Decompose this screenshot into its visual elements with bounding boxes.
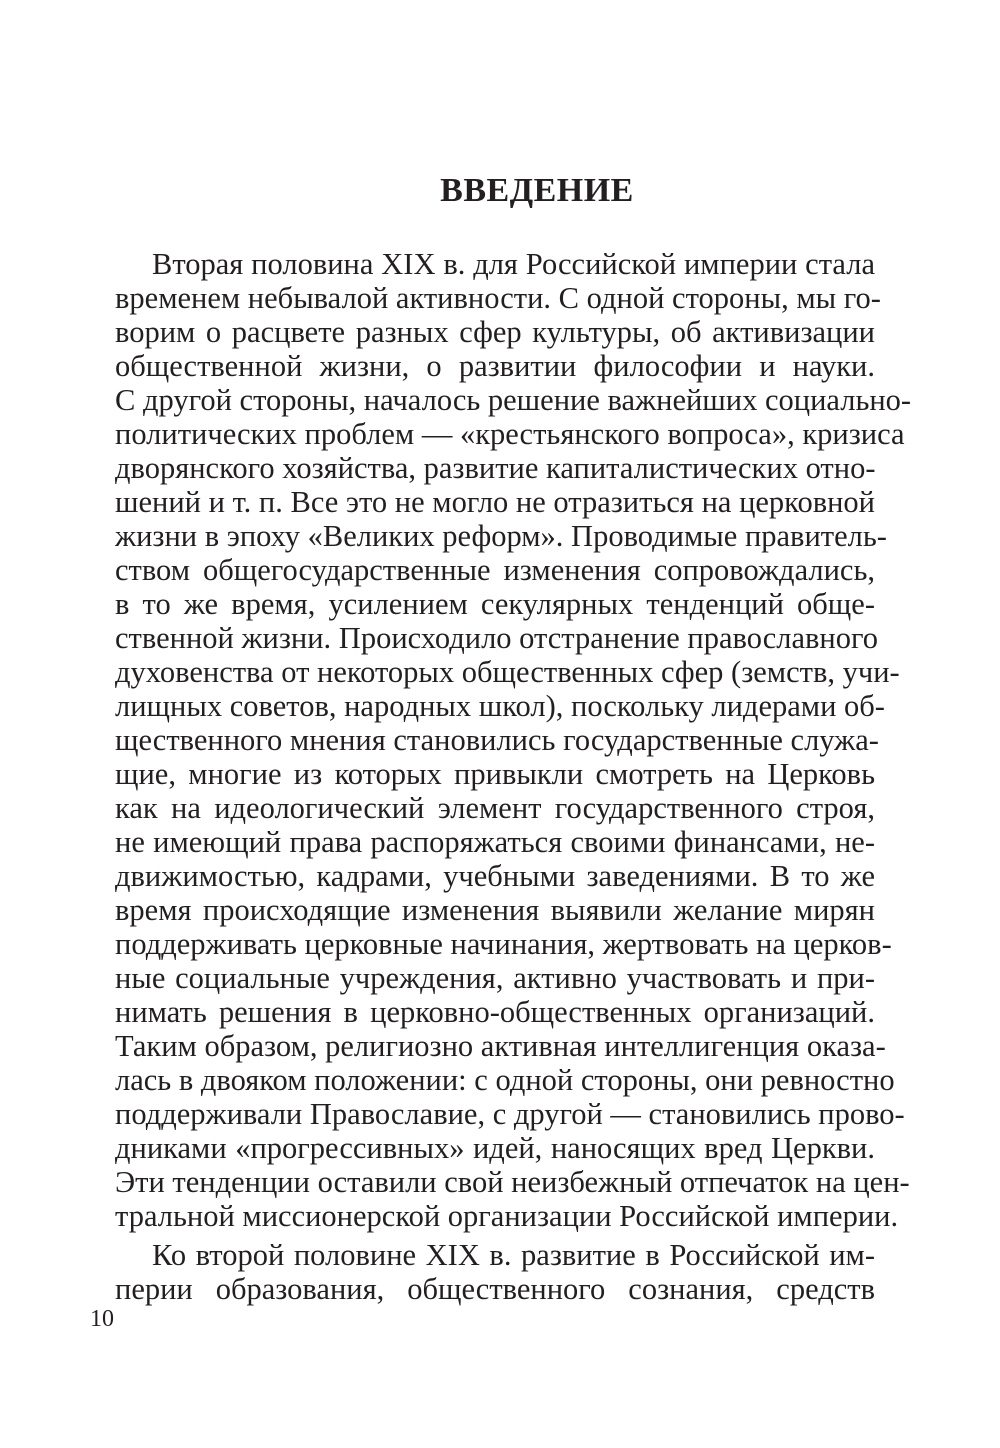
text-line: в то же время, усилением секулярных тенденций обще- <box>115 587 875 621</box>
text-line: дворянского хозяйства, развитие капиталистических отно- <box>115 451 876 485</box>
text-line: щественного мнения становились государственные служа- <box>115 723 879 757</box>
text-line: тральной миссионерской организации Российской империи. <box>115 1199 899 1233</box>
text-line: щие, многие из которых привыкли смотреть на Церковь <box>115 757 875 791</box>
text-line: ством общегосударственные изменения сопровождались, <box>115 553 875 587</box>
page-number: 10 <box>90 1306 114 1332</box>
text-line: ственной жизни. Происходило отстранение православного <box>115 621 879 655</box>
text-line: С другой стороны, началось решение важнейших социально- <box>115 383 912 417</box>
chapter-heading: ВВЕДЕНИЕ <box>440 172 634 209</box>
text-line: время происходящие изменения выявили желание мирян <box>115 893 875 927</box>
text-line: дниками «прогрессивных» идей, наносящих вред Церкви. <box>115 1131 875 1165</box>
text-line: как на идеологический элемент государственного строя, <box>115 791 875 825</box>
text-line: ворим о расцвете разных сфер культуры, об активизации <box>115 315 875 349</box>
text-line: шений и т. п. Все это не могло не отразиться на церковной <box>115 485 875 519</box>
text-line: нимать решения в церковно-общественных организаций. <box>115 995 875 1029</box>
text-line: жизни в эпоху «Великих реформ». Проводимые правитель- <box>115 519 887 553</box>
text-line: Ко второй половине XIX в. развитие в Российской им- <box>152 1238 875 1272</box>
text-line: Эти тенденции оставили свой неизбежный отпечаток на цен- <box>115 1165 910 1199</box>
text-line: временем небывалой активности. С одной стороны, мы го- <box>115 281 881 315</box>
text-line: Таким образом, религиозно активная интеллигенция оказа- <box>115 1029 886 1063</box>
text-line: лищных советов, народных школ), поскольку лидерами об- <box>115 689 885 723</box>
text-line: духовенства от некоторых общественных сфер (земств, учи- <box>115 655 900 689</box>
text-line: лась в двояком положении: с одной стороны, они ревностно <box>115 1063 895 1097</box>
text-line: ные социальные учреждения, активно участвовать и при- <box>115 961 875 995</box>
text-line: Вторая половина XIX в. для Российской империи стала <box>152 247 875 281</box>
text-line: общественной жизни, о развитии философии и науки. <box>115 349 875 383</box>
text-line: поддерживать церковные начинания, жертвовать на церков- <box>115 927 892 961</box>
text-line: политических проблем — «крестьянского вопроса», кризиса <box>115 417 905 451</box>
text-line: не имеющий права распоряжаться своими финансами, не- <box>115 825 875 859</box>
text-line: перии образования, общественного сознания, средств <box>115 1272 875 1306</box>
text-line: движимостью, кадрами, учебными заведениями. В то же <box>115 859 875 893</box>
text-line: поддерживали Православие, с другой — становились прово- <box>115 1097 905 1131</box>
